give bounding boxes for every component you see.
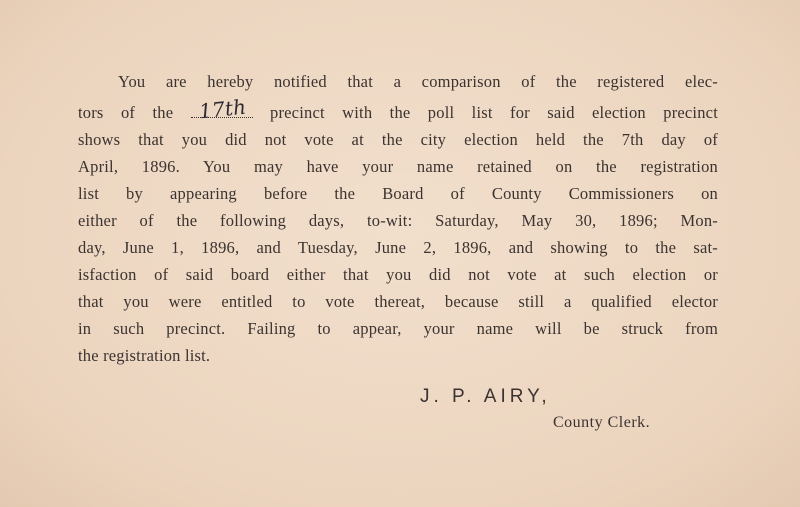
- notice-line-precinct: [78, 94, 718, 124]
- notice-line: either of the following days, to-wit: Saturday, May 30, 1896; Mon-: [78, 211, 718, 230]
- notice-line: April, 1896. You may have your name retained on the registration: [78, 157, 718, 176]
- notice-text: tors of the: [78, 103, 174, 122]
- notice-line: You are hereby notified that a comparison of the registered elec-: [118, 72, 718, 91]
- signature-name: J. P. AIRY,: [420, 386, 551, 407]
- notice-line: isfaction of said board either that you did not vote at such election or: [78, 265, 718, 284]
- notice-line: the registration list.: [78, 346, 211, 365]
- notice-line: day, June 1, 1896, and Tuesday, June 2, 1896, and showing to the sat-: [78, 238, 718, 257]
- handwritten-precinct: 17th: [197, 94, 247, 124]
- precinct-blank: [191, 94, 253, 124]
- notice-line: that you were entitled to vote thereat, because still a qualified elector: [78, 292, 718, 311]
- notice-line: in such precinct. Failing to appear, your name will be struck from: [78, 319, 718, 338]
- notice-text: precinct with the poll list for said election precinct: [270, 103, 718, 122]
- notice-line: shows that you did not vote at the city election held the 7th day of: [78, 130, 718, 149]
- signature-title: County Clerk.: [553, 414, 651, 431]
- notice-line: list by appearing before the Board of County Commissioners on: [78, 184, 718, 203]
